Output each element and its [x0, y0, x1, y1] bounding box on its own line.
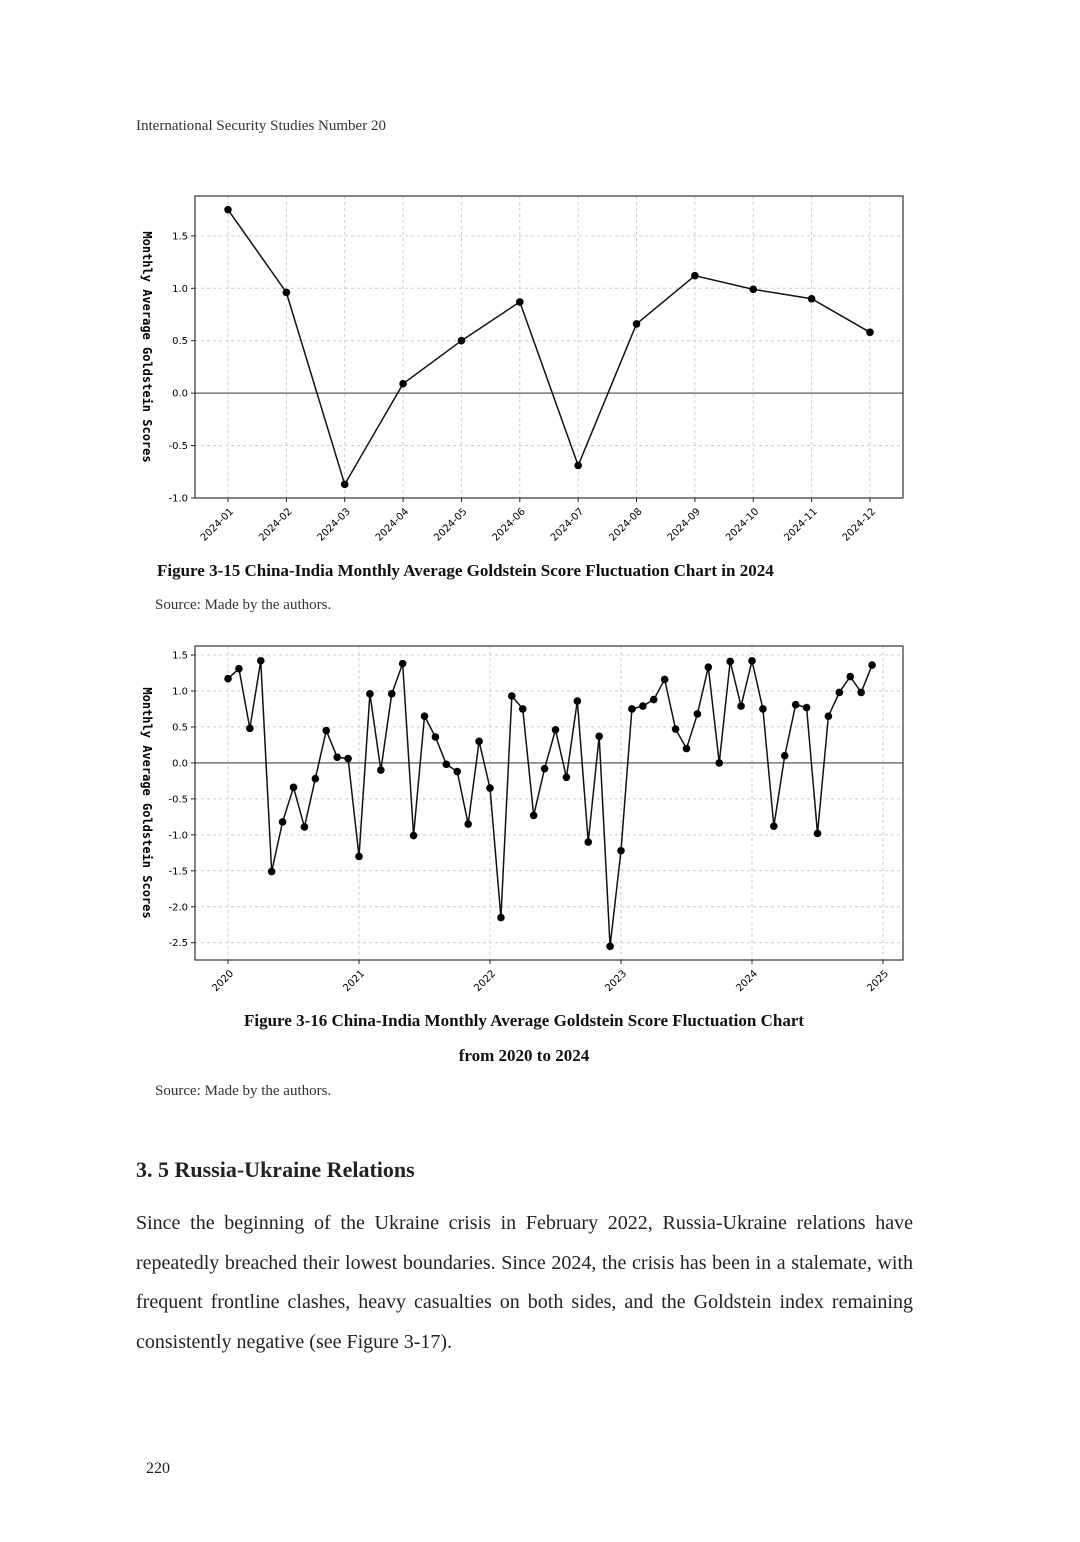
data-point [792, 701, 800, 709]
data-point [595, 732, 603, 740]
data-point [410, 832, 418, 840]
x-tick-label: 2024-04 [373, 506, 412, 544]
data-point [486, 784, 494, 792]
data-point [803, 704, 811, 712]
y-tick-label: 1.5 [172, 650, 188, 662]
section-heading: 3. 5 Russia-Ukraine Relations [136, 1157, 415, 1182]
y-axis-label: Monthly Average Goldstein Scores [140, 687, 154, 919]
data-point [443, 761, 451, 769]
series-line [228, 661, 872, 947]
data-point [530, 812, 538, 820]
data-point [257, 657, 265, 665]
data-point [344, 755, 352, 763]
figure-source: Source: Made by the authors. [155, 1083, 332, 1099]
x-tick-label: 2020 [210, 968, 237, 995]
figure-caption-line2: from 2020 to 2024 [458, 1046, 590, 1065]
data-point [748, 657, 756, 665]
data-point [224, 675, 232, 683]
y-tick-label: 0.0 [172, 388, 188, 400]
x-tick-label: 2024-11 [782, 506, 820, 544]
data-point [868, 661, 876, 669]
data-point [639, 702, 647, 710]
y-tick-label: -1.0 [168, 493, 188, 505]
data-point [497, 914, 505, 922]
y-tick-label: -0.5 [168, 794, 188, 806]
x-tick-label: 2024-02 [257, 506, 295, 544]
data-point [705, 663, 713, 671]
data-point [650, 696, 658, 704]
data-point [737, 702, 745, 710]
data-point [672, 725, 680, 733]
x-tick-label: 2024-03 [315, 506, 353, 544]
x-tick-label: 2024-05 [432, 506, 470, 544]
body-paragraph: Since the beginning of the Ukraine crisis in February 2022, Russia-Ukraine relations have repeatedly breached their lowest boundaries. Since 2024, the crisis has been in a stalemate, with frequent frontline clashes, heavy casualties on both sides, and the Goldstein index remaining consistently negative (see Figure 3-17). [136, 1212, 913, 1353]
page-number: 220 [146, 1460, 170, 1477]
y-tick-label: 1.5 [172, 231, 188, 243]
y-axis-label: Monthly Average Goldstein Scores [140, 231, 154, 463]
data-point [836, 689, 844, 697]
data-point [552, 726, 560, 734]
data-point [519, 705, 527, 713]
y-tick-label: 0.5 [172, 336, 188, 348]
x-tick-label: 2024 [734, 968, 761, 995]
x-tick-label: 2025 [865, 968, 892, 995]
y-tick-label: -2.5 [168, 938, 188, 950]
data-point [475, 738, 483, 746]
data-point [301, 823, 309, 831]
x-tick-label: 2023 [603, 968, 630, 995]
data-point [683, 745, 691, 753]
data-point [606, 943, 614, 951]
data-point [563, 773, 571, 781]
data-point [355, 853, 363, 861]
data-point [432, 733, 440, 741]
x-tick-label: 2024-09 [665, 506, 704, 544]
data-point [366, 690, 374, 698]
data-point [846, 673, 854, 681]
y-tick-label: -1.5 [168, 866, 188, 878]
data-point [235, 665, 243, 673]
data-point [290, 784, 298, 792]
data-point [541, 765, 549, 773]
data-point [399, 660, 407, 668]
x-tick-label: 2024-08 [607, 506, 645, 544]
data-point [617, 847, 625, 855]
running-header: International Security Studies Number 20 [136, 118, 386, 134]
data-point [377, 766, 385, 774]
data-point [508, 692, 516, 700]
y-tick-label: 0.5 [172, 722, 188, 734]
figure-caption: Figure 3-15 China-India Monthly Average Goldstein Score Fluctuation Chart in 2024 [157, 561, 774, 580]
data-point [246, 725, 254, 733]
x-tick-label: 2021 [341, 968, 368, 995]
data-point [857, 689, 865, 697]
x-tick-label: 2024-07 [548, 506, 587, 544]
data-point [464, 820, 472, 828]
y-tick-label: -0.5 [168, 441, 188, 453]
x-tick-label: 2024-12 [840, 506, 879, 544]
data-point [584, 838, 592, 846]
x-tick-label: 2024-01 [198, 506, 237, 544]
data-point [628, 705, 636, 713]
y-tick-label: 1.0 [172, 686, 188, 698]
x-tick-label: 2024-06 [490, 506, 528, 544]
data-point [825, 712, 833, 720]
y-tick-label: -1.0 [168, 830, 188, 842]
data-point [322, 727, 330, 735]
data-point [759, 705, 767, 713]
data-point [279, 818, 287, 826]
data-point [715, 759, 723, 767]
y-tick-label: -2.0 [168, 902, 188, 914]
figure-source: Source: Made by the authors. [155, 597, 332, 613]
data-point [268, 868, 276, 876]
data-point [333, 753, 341, 761]
plot-frame [195, 646, 903, 960]
figure-caption: Figure 3-16 China-India Monthly Average Goldstein Score Fluctuation Chart [243, 1011, 805, 1030]
data-point [453, 768, 461, 776]
data-point [388, 690, 396, 698]
y-tick-label: 0.0 [172, 758, 188, 770]
data-point [312, 775, 320, 783]
y-tick-label: 1.0 [172, 283, 188, 295]
data-point [694, 710, 702, 718]
data-point [661, 676, 669, 684]
data-point [421, 712, 429, 720]
data-point [814, 830, 822, 838]
data-point [781, 752, 789, 760]
x-tick-label: 2024-10 [724, 506, 762, 544]
x-tick-label: 2022 [472, 968, 499, 995]
data-point [574, 697, 582, 705]
data-point [770, 822, 778, 830]
data-point [726, 658, 734, 666]
